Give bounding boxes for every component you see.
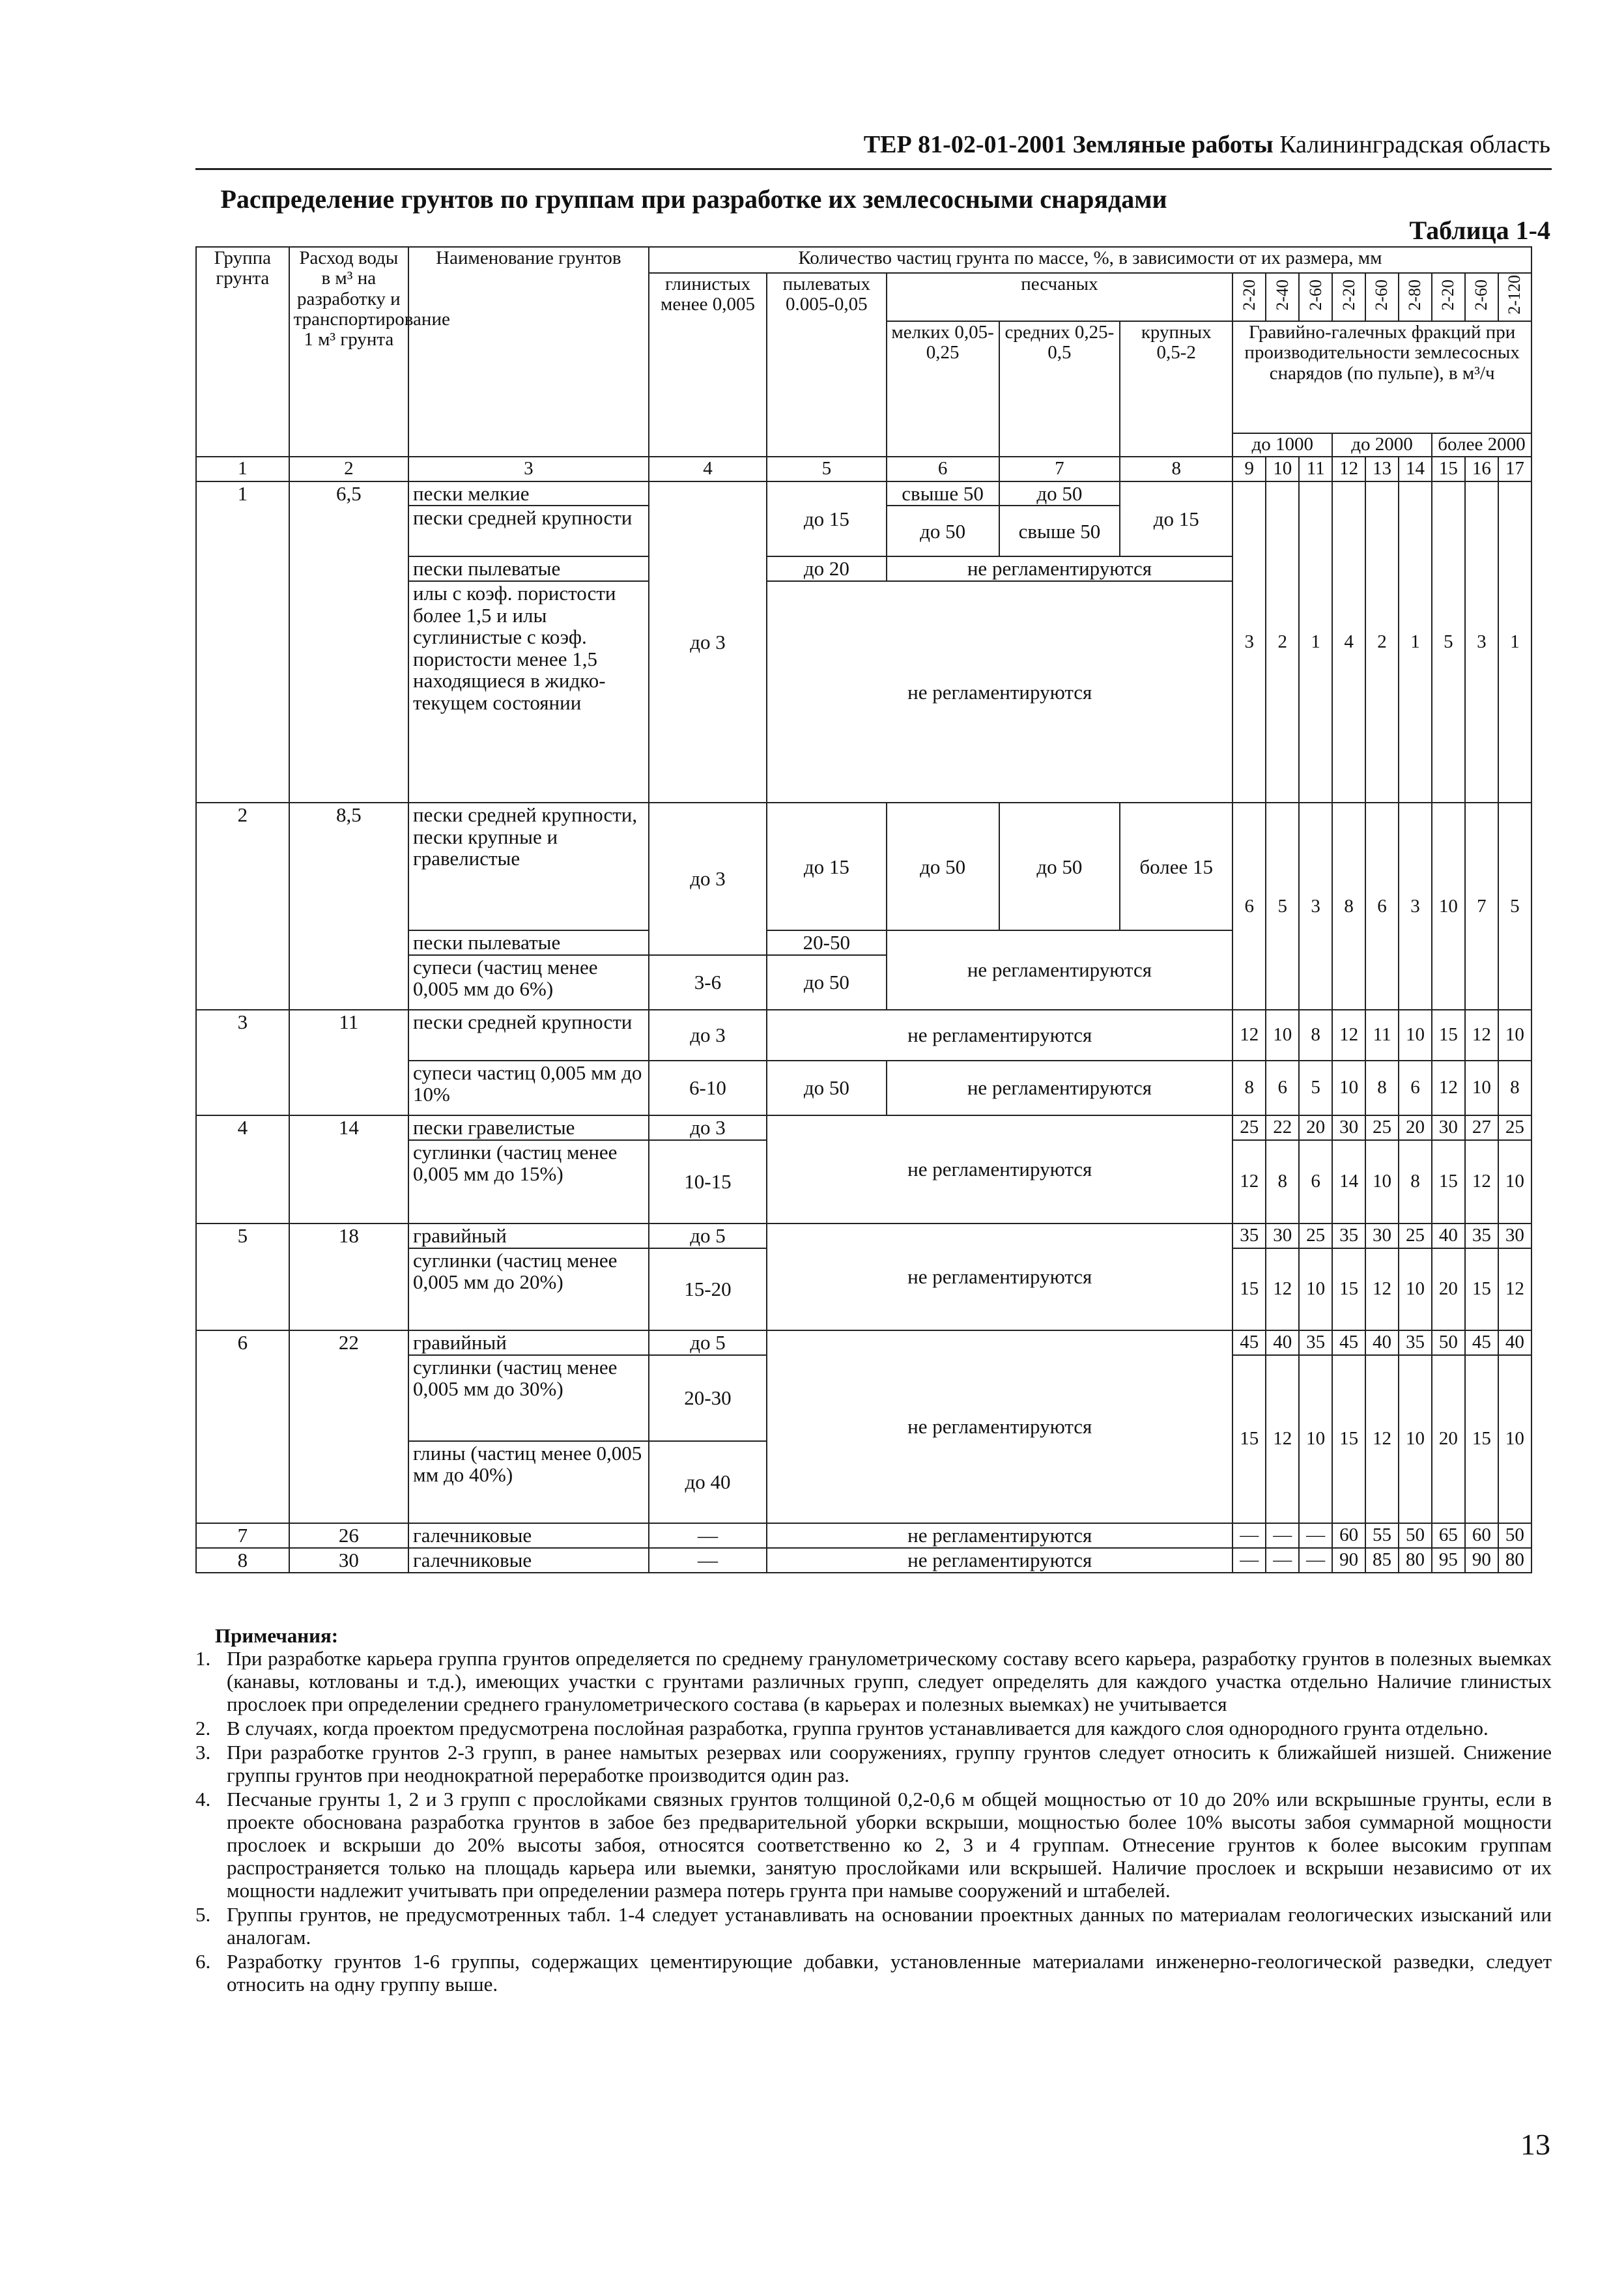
gravel-value: 25 — [1299, 1224, 1332, 1248]
header-doc-code: ТЕР 81-02-01-2001 Земляные работы — [863, 131, 1274, 158]
gravel-size-7: 2-20 — [1432, 273, 1465, 321]
colnum: 17 — [1498, 457, 1531, 481]
soil-name: галечниковые — [408, 1548, 649, 1573]
gravel-caption: Гравийно-галечных фракций при производительности землесосных снарядов (по пульпе), в м³/ч — [1232, 321, 1531, 433]
not-regulated: не регламентируются — [767, 1224, 1232, 1330]
group-number: 1 — [196, 481, 289, 803]
gravel-value: 10 — [1332, 1061, 1365, 1115]
gravel-value: 2 — [1365, 481, 1399, 803]
gravel-value: 8 — [1332, 803, 1365, 1009]
colnum: 2 — [289, 457, 408, 481]
fine-sand-content: до 50 — [887, 506, 999, 556]
gravel-value: 20 — [1432, 1355, 1465, 1523]
gravel-value: 22 — [1266, 1115, 1299, 1140]
gravel-size-6: 2-80 — [1399, 273, 1432, 321]
gravel-value: 30 — [1365, 1224, 1399, 1248]
colnum: 13 — [1365, 457, 1399, 481]
gravel-value: 15 — [1232, 1248, 1266, 1330]
gravel-value: — — [1232, 1548, 1266, 1573]
header-rule — [195, 168, 1552, 170]
gravel-value: 10 — [1465, 1061, 1498, 1115]
colnum: 16 — [1465, 457, 1498, 481]
soil-name: пески пылеватые — [408, 556, 649, 581]
note-text: При разработке грунтов 2-3 групп, в ранее намытых резервах или сооружениях, группу грунтов следует относить к ближайшей низшей. Снижение группы грунтов при неоднократной переработке производится один раз. — [227, 1741, 1552, 1787]
gravel-value: 12 — [1465, 1010, 1498, 1061]
group-number: 2 — [196, 803, 289, 1009]
clay-content: до 5 — [649, 1224, 767, 1248]
col-dust-header: пылеватых 0.005-0,05 — [767, 273, 886, 457]
gravel-value: 5 — [1498, 803, 1531, 1009]
group-number: 7 — [196, 1523, 289, 1548]
soil-name: галечниковые — [408, 1523, 649, 1548]
colnum: 3 — [408, 457, 649, 481]
running-header — [775, 130, 1550, 159]
note-text: Группы грунтов, не предусмотренных табл. 1-4 следует устанавливать на основании проектных данных по материалам геологических изысканий или аналогам. — [227, 1903, 1552, 1949]
gravel-value: 15 — [1332, 1248, 1365, 1330]
gravel-value: 27 — [1465, 1115, 1498, 1140]
colnum: 10 — [1266, 457, 1299, 481]
col-clay-header: глинистых менее 0,005 — [649, 273, 767, 457]
col-quantity-header: Количество частиц грунта по массе, %, в зависимости от их размера, мм — [649, 247, 1531, 273]
table-row — [196, 1010, 1531, 1061]
clay-content: до 3 — [649, 1115, 767, 1140]
colnum: 9 — [1232, 457, 1266, 481]
table-row — [196, 481, 1531, 506]
colnum: 15 — [1432, 457, 1465, 481]
water-consumption: 30 — [289, 1548, 408, 1573]
medium-sand-content: до 50 — [999, 481, 1120, 506]
page-number: 13 — [1520, 2128, 1550, 2161]
note-item: 1. При разработке карьера группа грунтов определяется по среднему гранулометрическому составу всего карьера, разработку грунтов в полезных выемках (канавы, котлованы и т.д.), имеющих участки с грунтами различных групп, следует определять для каждого участка отдельно Наличие глинистых прослоек при определении среднего гранулометрического состава (в карьерах и полезных выемках) не учитывается — [195, 1647, 1552, 1716]
note-text: В случаях, когда проектом предусмотрена послойная разработка, группа грунтов устанавливается для каждого слоя однородного грунта отдельно. — [227, 1717, 1489, 1740]
not-regulated: не регламентируются — [887, 1061, 1233, 1115]
soil-name: пески средней крупности — [408, 506, 649, 556]
gravel-value: 30 — [1332, 1115, 1365, 1140]
column-numbers-row — [196, 457, 1531, 481]
soil-name: супеси (частиц менее 0,005 мм до 6%) — [408, 955, 649, 1010]
soil-name: гравийный — [408, 1330, 649, 1355]
soil-name: суглинки (частиц менее 0,005 мм до 20%) — [408, 1248, 649, 1330]
gravel-value: 12 — [1232, 1140, 1266, 1224]
gravel-value: 25 — [1232, 1115, 1266, 1140]
gravel-size-3: 2-60 — [1299, 273, 1332, 321]
group-number: 8 — [196, 1548, 289, 1573]
notes-heading: Примечания: — [215, 1624, 339, 1647]
soil-name: пески средней крупности, пески крупные и гравелистые — [408, 803, 649, 930]
soil-groups-table — [195, 246, 1532, 1573]
gravel-value: 3 — [1465, 481, 1498, 803]
gravel-value: 80 — [1399, 1548, 1432, 1573]
water-consumption: 26 — [289, 1523, 408, 1548]
gravel-value: 50 — [1432, 1330, 1465, 1355]
gravel-value: 8 — [1266, 1140, 1299, 1224]
coarse-sand-content: до 15 — [1120, 481, 1232, 556]
gravel-value: 35 — [1232, 1224, 1266, 1248]
colnum: 7 — [999, 457, 1120, 481]
table-label: Таблица 1-4 — [1409, 216, 1550, 245]
group-number: 5 — [196, 1224, 289, 1330]
gravel-value: 3 — [1299, 803, 1332, 1009]
not-regulated: не регламентируются — [767, 1548, 1232, 1573]
gravel-value: 1 — [1399, 481, 1432, 803]
colnum: 8 — [1120, 457, 1232, 481]
gravel-value: 25 — [1498, 1115, 1531, 1140]
group-number: 4 — [196, 1115, 289, 1224]
colnum: 4 — [649, 457, 767, 481]
gravel-value: 10 — [1299, 1355, 1332, 1523]
gravel-value: 12 — [1232, 1010, 1266, 1061]
gravel-value: 90 — [1332, 1548, 1365, 1573]
gravel-value: 5 — [1299, 1061, 1332, 1115]
gravel-value: 8 — [1399, 1140, 1432, 1224]
clay-content: 3-6 — [649, 955, 767, 1010]
clay-content: 15-20 — [649, 1248, 767, 1330]
gravel-value: 30 — [1432, 1115, 1465, 1140]
gravel-value: 15 — [1332, 1355, 1365, 1523]
colnum: 14 — [1399, 457, 1432, 481]
gravel-value: 45 — [1465, 1330, 1498, 1355]
not-regulated: не регламентируются — [767, 1010, 1232, 1061]
col-medium-header: средних 0,25-0,5 — [999, 321, 1120, 457]
col-group-header: Группа грунта — [196, 247, 289, 457]
gravel-value: 45 — [1332, 1330, 1365, 1355]
not-regulated: не регламентируются — [767, 1330, 1232, 1523]
coarse-sand-content: более 15 — [1120, 803, 1232, 930]
not-regulated: не регламентируются — [767, 581, 1232, 803]
gravel-value: — — [1266, 1548, 1299, 1573]
gravel-value: 8 — [1232, 1061, 1266, 1115]
table-row — [196, 1523, 1531, 1548]
clay-content: — — [649, 1523, 767, 1548]
gravel-value: 55 — [1365, 1523, 1399, 1548]
gravel-value: 85 — [1365, 1548, 1399, 1573]
col-water-header: Расход воды в м³ на разработку и транспортирование 1 м³ грунта — [289, 247, 408, 457]
gravel-value: 12 — [1365, 1248, 1399, 1330]
table-row — [196, 1548, 1531, 1573]
gravel-value: 1 — [1498, 481, 1531, 803]
soil-name: суглинки (частиц менее 0,005 мм до 15%) — [408, 1140, 649, 1224]
note-item: 3. При разработке грунтов 2-3 групп, в ранее намытых резервах или сооружениях, группу грунтов следует относить к ближайшей низшей. Снижение группы грунтов при неоднократной переработке производится один раз. — [195, 1741, 1552, 1787]
header-region: Калининградская область — [1279, 131, 1550, 158]
gravel-value: 25 — [1365, 1115, 1399, 1140]
gravel-value: 2 — [1266, 481, 1299, 803]
soil-name: пески средней крупности — [408, 1010, 649, 1061]
gravel-value: 90 — [1465, 1548, 1498, 1573]
soil-name: пески мелкие — [408, 481, 649, 506]
clay-content: до 5 — [649, 1330, 767, 1355]
gravel-size-1: 2-20 — [1232, 273, 1266, 321]
gravel-size-5: 2-60 — [1365, 273, 1399, 321]
dust-content: до 50 — [767, 955, 886, 1010]
gravel-value: 35 — [1299, 1330, 1332, 1355]
soil-name: пески гравелистые — [408, 1115, 649, 1140]
gravel-value: 95 — [1432, 1548, 1465, 1573]
gravel-value: 20 — [1299, 1115, 1332, 1140]
gravel-value: 12 — [1332, 1010, 1365, 1061]
soil-name: илы с коэф. пористости более 1,5 и илы суглинистые с коэф. пористости менее 1,5 находящиеся в жидко-текущем состоянии — [408, 581, 649, 803]
gravel-value: 60 — [1332, 1523, 1365, 1548]
gravel-value: 10 — [1498, 1355, 1531, 1523]
clay-content: до 3 — [649, 803, 767, 954]
notes-section — [195, 1624, 1552, 1997]
colnum: 11 — [1299, 457, 1332, 481]
gravel-value: 7 — [1465, 803, 1498, 1009]
gravel-value: 8 — [1299, 1010, 1332, 1061]
gravel-value: — — [1266, 1523, 1299, 1548]
col-sand-header: песчаных — [887, 273, 1233, 321]
gravel-value: 1 — [1299, 481, 1332, 803]
water-consumption: 22 — [289, 1330, 408, 1523]
gravel-value: 6 — [1365, 803, 1399, 1009]
medium-sand-content: до 50 — [999, 803, 1120, 930]
gravel-value: 11 — [1365, 1010, 1399, 1061]
gravel-value: 10 — [1266, 1010, 1299, 1061]
gravel-value: — — [1299, 1523, 1332, 1548]
gravel-value: 35 — [1465, 1224, 1498, 1248]
water-consumption: 14 — [289, 1115, 408, 1224]
clay-content: до 3 — [649, 1010, 767, 1061]
dust-content: до 15 — [767, 481, 886, 556]
colnum: 6 — [887, 457, 999, 481]
medium-sand-content: свыше 50 — [999, 506, 1120, 556]
gravel-value: 10 — [1365, 1140, 1399, 1224]
gravel-value: 15 — [1232, 1355, 1266, 1523]
fine-sand-content: до 50 — [887, 803, 999, 930]
perf-up-to-1000: до 1000 — [1232, 433, 1332, 457]
table-row — [196, 1115, 1531, 1140]
group-number: 3 — [196, 1010, 289, 1115]
clay-content: 10-15 — [649, 1140, 767, 1224]
soil-name: глины (частиц менее 0,005 мм до 40%) — [408, 1441, 649, 1523]
gravel-value: 10 — [1399, 1010, 1432, 1061]
gravel-size-2: 2-40 — [1266, 273, 1299, 321]
gravel-value: 30 — [1266, 1224, 1299, 1248]
colnum: 1 — [196, 457, 289, 481]
gravel-value: 10 — [1498, 1010, 1531, 1061]
dust-content: до 50 — [767, 1061, 886, 1115]
gravel-value: 35 — [1399, 1330, 1432, 1355]
gravel-value: 65 — [1432, 1523, 1465, 1548]
gravel-value: 5 — [1266, 803, 1299, 1009]
water-consumption: 8,5 — [289, 803, 408, 1009]
gravel-value: 20 — [1432, 1248, 1465, 1330]
gravel-value: 40 — [1498, 1330, 1531, 1355]
colnum: 12 — [1332, 457, 1365, 481]
gravel-value: 10 — [1299, 1248, 1332, 1330]
col-name-header: Наименование грунтов — [408, 247, 649, 457]
clay-content: до 40 — [649, 1441, 767, 1523]
gravel-value: 3 — [1232, 481, 1266, 803]
dust-content: до 15 — [767, 803, 886, 930]
note-item: 6. Разработку грунтов 1-6 группы, содержащих цементирующие добавки, установленные материалами инженерно-геологической разведки, следует относить на одну группу выше. — [195, 1950, 1552, 1996]
gravel-value: 12 — [1365, 1355, 1399, 1523]
gravel-value: 5 — [1432, 481, 1465, 803]
gravel-value: 10 — [1399, 1248, 1432, 1330]
gravel-value: — — [1299, 1548, 1332, 1573]
gravel-value: 40 — [1266, 1330, 1299, 1355]
gravel-value: 35 — [1332, 1224, 1365, 1248]
soil-name: супеси частиц 0,005 мм до 10% — [408, 1061, 649, 1115]
dust-content: 20-50 — [767, 930, 886, 954]
gravel-value: 3 — [1399, 803, 1432, 1009]
perf-up-to-2000: до 2000 — [1332, 433, 1432, 457]
page-title: Распределение грунтов по группам при разработке их землесосными снарядами — [220, 184, 1167, 214]
gravel-value: 15 — [1432, 1010, 1465, 1061]
note-text: Разработку грунтов 1-6 группы, содержащих цементирующие добавки, установленные материалами инженерно-геологической разведки, следует относить на одну группу выше. — [227, 1950, 1552, 1996]
gravel-value: 30 — [1498, 1224, 1531, 1248]
note-item: 4. Песчаные грунты 1, 2 и 3 групп с прослойками связных грунтов толщиной 0,2-0,6 м общей мощностью от 10 до 20% или вскрышные грунты, если в проекте обоснована разработка грунтов в забое без предварительной уборки вскрыши, мощностью более 10% высоты забоя суммарной мощности прослоек и вскрыши до 20% высоты забоя, относятся соответственно ко 2, 3 и 4 группам. Отнесение грунтов к более высоким группам распространяется только на площадь карьера или выемки, занятую прослойками или вскрышей. Наличие прослоек и вскрыши независимо от их мощности надлежит учитывать при определении размера потерь грунта при намыве сооружений и штабелей. — [195, 1788, 1552, 1902]
colnum: 5 — [767, 457, 886, 481]
gravel-value: 10 — [1432, 803, 1465, 1009]
water-consumption: 6,5 — [289, 481, 408, 803]
gravel-size-4: 2-20 — [1332, 273, 1365, 321]
gravel-value: 14 — [1332, 1140, 1365, 1224]
gravel-value: 12 — [1266, 1248, 1299, 1330]
gravel-size-9: 2-120 — [1498, 273, 1531, 321]
gravel-value: 15 — [1432, 1140, 1465, 1224]
header-row-1 — [196, 247, 1531, 273]
gravel-value: 60 — [1465, 1523, 1498, 1548]
gravel-value: 12 — [1432, 1061, 1465, 1115]
not-regulated: не регламентируются — [887, 556, 1233, 581]
water-consumption: 11 — [289, 1010, 408, 1115]
clay-content: 20-30 — [649, 1355, 767, 1441]
gravel-value: 15 — [1465, 1248, 1498, 1330]
group-number: 6 — [196, 1330, 289, 1523]
table-row — [196, 803, 1531, 930]
table-row — [196, 1224, 1531, 1248]
gravel-size-8: 2-60 — [1465, 273, 1498, 321]
water-consumption: 18 — [289, 1224, 408, 1330]
gravel-value: 6 — [1232, 803, 1266, 1009]
perf-over-2000: более 2000 — [1432, 433, 1531, 457]
gravel-value: 20 — [1399, 1115, 1432, 1140]
soil-name: суглинки (частиц менее 0,005 мм до 30%) — [408, 1355, 649, 1441]
gravel-value: 40 — [1365, 1330, 1399, 1355]
gravel-value: 50 — [1498, 1523, 1531, 1548]
gravel-value: 12 — [1498, 1248, 1531, 1330]
gravel-value: 10 — [1498, 1140, 1531, 1224]
gravel-value: 45 — [1232, 1330, 1266, 1355]
gravel-value: 15 — [1465, 1355, 1498, 1523]
gravel-value: 6 — [1399, 1061, 1432, 1115]
table-row — [196, 1330, 1531, 1355]
fine-sand-content: свыше 50 — [887, 481, 999, 506]
dust-content: до 20 — [767, 556, 886, 581]
clay-content: 6-10 — [649, 1061, 767, 1115]
gravel-value: 6 — [1266, 1061, 1299, 1115]
gravel-value: 8 — [1365, 1061, 1399, 1115]
not-regulated: не регламентируются — [887, 930, 1233, 1009]
clay-content: — — [649, 1548, 767, 1573]
note-item: 2. В случаях, когда проектом предусмотрена послойная разработка, группа грунтов устанавливается для каждого слоя однородного грунта отдельно. — [195, 1717, 1489, 1740]
gravel-value: 10 — [1399, 1355, 1432, 1523]
gravel-value: 8 — [1498, 1061, 1531, 1115]
col-coarse-header: крупных 0,5-2 — [1120, 321, 1232, 457]
not-regulated: не регламентируются — [767, 1523, 1232, 1548]
gravel-value: 4 — [1332, 481, 1365, 803]
clay-content: до 3 — [649, 481, 767, 803]
gravel-value: 25 — [1399, 1224, 1432, 1248]
gravel-value: 12 — [1465, 1140, 1498, 1224]
soil-name: пески пылеватые — [408, 930, 649, 954]
note-item: 5. Группы грунтов, не предусмотренных табл. 1-4 следует устанавливать на основании проектных данных по материалам геологических изысканий или аналогам. — [195, 1903, 1552, 1949]
gravel-value: 80 — [1498, 1548, 1531, 1573]
gravel-value: — — [1232, 1523, 1266, 1548]
not-regulated: не регламентируются — [767, 1115, 1232, 1224]
note-text: Песчаные грунты 1, 2 и 3 групп с прослойками связных грунтов толщиной 0,2-0,6 м общей мощностью от 10 до 20% или вскрышные грунты, если в проекте обоснована разработка грунтов в забое без предварительной уборки вскрыши, мощностью более 10% высоты забоя суммарной мощности прослоек и вскрыши до 20% высоты забоя, относятся соответственно ко 2, 3 и 4 группам. Отнесение грунтов к более высоким группам распространяется только на площадь карьера или выемки, занятую прослойками или вскрышей. Наличие прослоек и вскрыши независимо от их мощности надлежит учитывать при определении размера потерь грунта при намыве сооружений и штабелей. — [227, 1788, 1552, 1902]
gravel-value: 12 — [1266, 1355, 1299, 1523]
col-fine-header: мелких 0,05-0,25 — [887, 321, 999, 457]
gravel-value: 40 — [1432, 1224, 1465, 1248]
gravel-value: 6 — [1299, 1140, 1332, 1224]
soil-name: гравийный — [408, 1224, 649, 1248]
note-text: При разработке карьера группа грунтов определяется по среднему гранулометрическому составу всего карьера, разработку грунтов в полезных выемках (канавы, котлованы и т.д.), имеющих участки с грунтами различных групп, следует определять для каждого участка отдельно Наличие глинистых прослоек при определении среднего гранулометрического состава (в карьерах и полезных выемках) не учитывается — [227, 1647, 1552, 1716]
gravel-value: 50 — [1399, 1523, 1432, 1548]
